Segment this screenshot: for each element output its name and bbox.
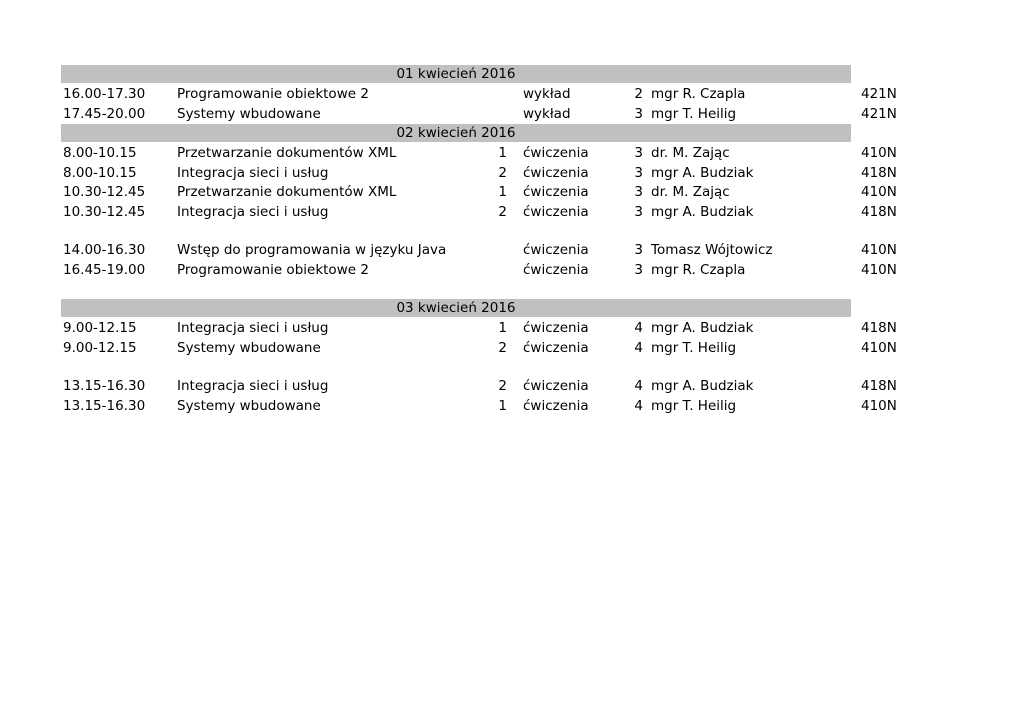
- room-cell: 421N: [861, 86, 897, 102]
- time-cell: 9.00-12.15: [63, 339, 137, 356]
- schedule-sheet: [61, 65, 906, 416]
- group-cell: 1: [498, 184, 507, 200]
- day-header: 03 kwiecień 2016: [61, 299, 851, 317]
- day-header: 01 kwiecień 2016: [61, 65, 851, 83]
- time-cell: 14.00-16.30: [63, 242, 146, 258]
- room-cell: 410N: [861, 261, 897, 278]
- year-cell: 3: [634, 145, 643, 161]
- blank-row: [61, 280, 906, 299]
- day-header: 02 kwiecień 2016: [61, 124, 851, 142]
- year-cell: 3: [634, 164, 643, 181]
- room-cell: 410N: [861, 339, 897, 356]
- time-cell: 8.00-10.15: [63, 145, 137, 161]
- class-row: [61, 261, 906, 281]
- class-row: [61, 241, 906, 261]
- time-cell: 13.15-16.30: [63, 378, 146, 394]
- room-cell: 418N: [861, 164, 897, 181]
- class-row: [61, 164, 906, 184]
- teacher-cell: mgr A. Budziak: [651, 164, 754, 181]
- type-cell: wykład: [523, 105, 571, 122]
- time-cell: 8.00-10.15: [63, 164, 137, 181]
- room-cell: 418N: [861, 203, 897, 220]
- year-cell: 2: [634, 86, 643, 102]
- group-cell: 1: [498, 397, 507, 414]
- teacher-cell: mgr A. Budziak: [651, 378, 754, 394]
- type-cell: ćwiczenia: [523, 184, 589, 200]
- type-cell: wykład: [523, 86, 571, 102]
- year-cell: 3: [634, 105, 643, 122]
- type-cell: ćwiczenia: [523, 145, 589, 161]
- type-cell: ćwiczenia: [523, 203, 589, 220]
- type-cell: ćwiczenia: [523, 378, 589, 394]
- room-cell: 410N: [861, 242, 897, 258]
- subject-cell: Integracja sieci i usług: [177, 203, 329, 220]
- teacher-cell: mgr R. Czapla: [651, 86, 746, 102]
- blank-row: [61, 222, 906, 241]
- teacher-cell: dr. M. Zając: [651, 184, 730, 200]
- subject-cell: Przetwarzanie dokumentów XML: [177, 145, 397, 161]
- time-cell: 16.00-17.30: [63, 86, 146, 102]
- year-cell: 4: [634, 320, 643, 336]
- group-cell: 1: [498, 145, 507, 161]
- class-row: [61, 377, 906, 397]
- room-cell: 410N: [861, 397, 897, 414]
- class-row: [61, 397, 906, 417]
- class-row: [61, 203, 906, 223]
- room-cell: 418N: [861, 320, 897, 336]
- group-cell: 2: [498, 203, 507, 220]
- type-cell: ćwiczenia: [523, 261, 589, 278]
- group-cell: 1: [498, 320, 507, 336]
- year-cell: 3: [634, 184, 643, 200]
- year-cell: 3: [634, 203, 643, 220]
- time-cell: 10.30-12.45: [63, 203, 146, 220]
- subject-cell: Integracja sieci i usług: [177, 164, 329, 181]
- year-cell: 4: [634, 378, 643, 394]
- subject-cell: Integracja sieci i usług: [177, 320, 329, 336]
- teacher-cell: mgr T. Heilig: [651, 105, 737, 122]
- type-cell: ćwiczenia: [523, 164, 589, 181]
- subject-cell: Systemy wbudowane: [177, 105, 321, 122]
- year-cell: 4: [634, 339, 643, 356]
- year-cell: 4: [634, 397, 643, 414]
- group-cell: 2: [498, 164, 507, 181]
- teacher-cell: Tomasz Wójtowicz: [651, 242, 773, 258]
- room-cell: 410N: [861, 184, 897, 200]
- time-cell: 9.00-12.15: [63, 320, 137, 336]
- group-cell: 2: [498, 339, 507, 356]
- year-cell: 3: [634, 242, 643, 258]
- time-cell: 13.15-16.30: [63, 397, 146, 414]
- room-cell: 421N: [861, 105, 897, 122]
- subject-cell: Systemy wbudowane: [177, 339, 321, 356]
- type-cell: ćwiczenia: [523, 339, 589, 356]
- class-row: [61, 105, 906, 125]
- class-row: [61, 319, 906, 339]
- subject-cell: Programowanie obiektowe 2: [177, 261, 369, 278]
- teacher-cell: mgr T. Heilig: [651, 339, 737, 356]
- class-row: [61, 183, 906, 203]
- subject-cell: Przetwarzanie dokumentów XML: [177, 184, 397, 200]
- time-cell: 10.30-12.45: [63, 184, 146, 200]
- teacher-cell: mgr A. Budziak: [651, 203, 754, 220]
- type-cell: ćwiczenia: [523, 242, 589, 258]
- subject-cell: Systemy wbudowane: [177, 397, 321, 414]
- class-row: [61, 339, 906, 359]
- subject-cell: Programowanie obiektowe 2: [177, 86, 369, 102]
- blank-row: [61, 358, 906, 377]
- class-row: [61, 85, 906, 105]
- type-cell: ćwiczenia: [523, 320, 589, 336]
- subject-cell: Wstęp do programowania w języku Java: [177, 242, 447, 258]
- time-cell: 17.45-20.00: [63, 105, 146, 122]
- teacher-cell: dr. M. Zając: [651, 145, 730, 161]
- type-cell: ćwiczenia: [523, 397, 589, 414]
- subject-cell: Integracja sieci i usług: [177, 378, 329, 394]
- room-cell: 410N: [861, 145, 897, 161]
- teacher-cell: mgr R. Czapla: [651, 261, 746, 278]
- year-cell: 3: [634, 261, 643, 278]
- time-cell: 16.45-19.00: [63, 261, 146, 278]
- room-cell: 418N: [861, 378, 897, 394]
- class-row: [61, 144, 906, 164]
- teacher-cell: mgr A. Budziak: [651, 320, 754, 336]
- teacher-cell: mgr T. Heilig: [651, 397, 737, 414]
- group-cell: 2: [498, 378, 507, 394]
